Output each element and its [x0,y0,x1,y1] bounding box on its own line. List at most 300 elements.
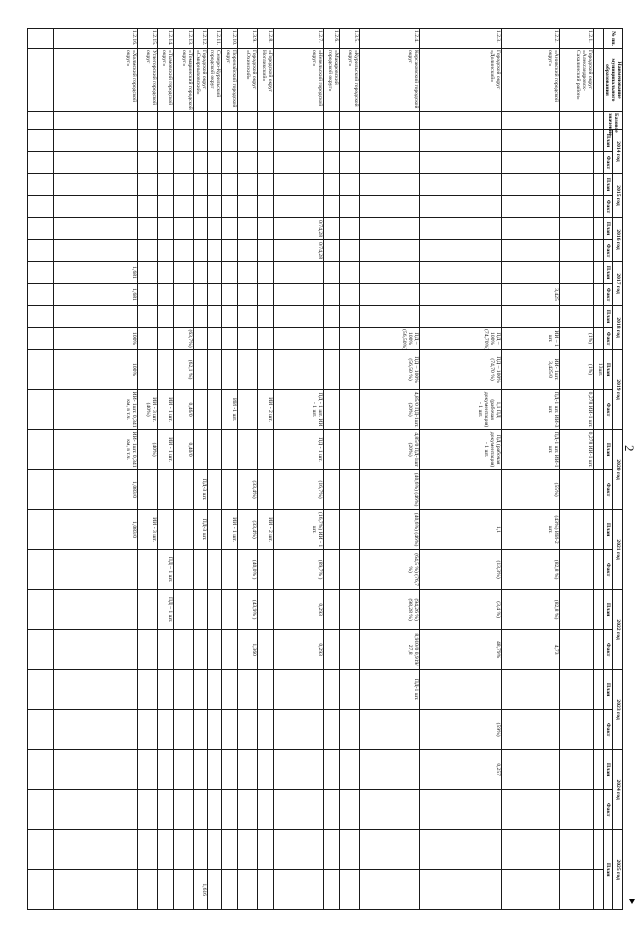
value-cell [137,196,157,218]
value-cell [193,130,207,152]
value-cell [359,196,419,218]
value-cell [157,470,173,510]
value-cell [157,262,173,284]
value-cell [593,430,603,470]
value-cell [339,870,359,910]
header-base: Базовое значение [603,112,622,130]
value-cell [559,470,593,510]
value-cell [173,112,193,130]
value-cell [193,670,207,710]
value-cell: 0,293 [273,590,323,630]
municipality-name: «Холмский городской округ» [53,49,137,112]
value-cell: (59%) [419,710,501,750]
value-cell [207,790,221,830]
value-cell [339,130,359,152]
value-cell [237,152,257,174]
value-cell [359,710,419,750]
value-cell [173,790,193,830]
municipality-name: «Курильский городской округ» [339,49,359,112]
value-cell: (33,4%) [237,470,257,510]
value-cell [559,630,593,670]
value-cell [137,152,157,174]
value-cell: 1,360 [237,630,257,670]
value-cell [157,218,173,240]
value-cell [207,218,221,240]
value-cell [53,174,137,196]
value-cell [339,590,359,630]
value-cell [237,306,257,328]
value-cell: 48,79% [419,630,501,670]
value-cell: ПД - 1 шт. ИИ - 1 шт. [273,390,323,430]
value-cell: ПД-1 шт. ИИ-1 шт. [501,430,559,470]
value-cell: ИИ - 1 шт. [157,430,173,470]
value-cell: 1,083/0 [53,510,137,550]
value-cell [257,284,273,306]
value-cell: (13,3%) [419,550,501,590]
value-cell [501,240,559,262]
value-cell [193,390,207,430]
header-year: 2023 год [613,670,623,750]
value-cell [339,306,359,328]
value-cell [193,350,207,390]
value-cell [339,710,359,750]
value-cell [207,710,221,750]
value-cell [323,710,339,750]
value-cell [221,328,237,350]
value-cell [193,630,207,670]
row-number: 1.2.11. [207,29,221,49]
value-cell: (64,5 %) (76,7 %) [359,550,419,590]
value-cell [27,306,53,328]
value-cell [193,174,207,196]
value-cell: ПД (рабочая документация) - 1 шт. [419,430,501,470]
municipality-name [27,49,53,112]
value-cell [157,328,173,350]
value-cell [323,306,339,328]
value-cell [257,790,273,830]
value-cell [419,240,501,262]
value-cell [27,152,53,174]
value-cell [501,130,559,152]
value-cell: 4,85/0 ПД-1шт (20%) [359,430,419,470]
value-cell [207,196,221,218]
value-cell [257,710,273,750]
table-row [593,29,603,948]
municipality-name: «Тымовский городской округ» [157,49,173,112]
value-cell: 0,40/0 [173,430,193,470]
value-cell [323,112,339,130]
value-cell [501,306,559,328]
value-cell [359,284,419,306]
row-number: 1.2.1. [559,29,593,49]
value-cell [257,670,273,710]
value-cell [137,870,157,910]
table-row [221,29,237,948]
value-cell [173,750,193,790]
value-cell [221,152,237,174]
value-cell: ИИ - 3 шт. (40%) [137,390,157,430]
row-number: 1.2.6. [323,29,339,49]
value-cell [257,430,273,470]
value-cell [501,262,559,284]
value-cell [207,830,221,870]
value-cell [559,218,593,240]
value-cell [207,306,221,328]
value-cell [137,262,157,284]
value-cell [559,590,593,630]
value-cell [53,240,137,262]
value-cell [221,470,237,510]
value-cell: ИИ- 1шт. 0,341 км, в т.ч. [53,390,137,430]
value-cell: 8,910/0 0,919/ 27,8 [359,630,419,670]
value-cell [173,196,193,218]
value-cell [359,240,419,262]
value-cell [173,550,193,590]
row-number: 1.3.9. [237,29,257,49]
value-cell [207,750,221,790]
header-fact: Факт [603,790,613,830]
value-cell [323,550,339,590]
header-plan: План [603,306,613,328]
value-cell [593,218,603,240]
value-cell [339,350,359,390]
header-fact: Факт [603,470,613,510]
municipality-name [593,49,603,112]
value-cell [273,790,323,830]
value-cell: ИИ- 1шт. 0,341 км, в т.ч. [53,430,137,470]
value-cell: 0,257 [419,750,501,790]
value-cell: (63,7%) [173,328,193,350]
row-number: 1.2.14. [157,29,173,49]
value-cell [27,174,53,196]
value-cell [339,240,359,262]
value-cell [157,630,173,670]
value-cell [221,670,237,710]
value-cell [593,510,603,550]
value-cell [323,870,339,910]
municipality-name: Городской округ «Смирныховский» [193,49,207,112]
value-cell [323,510,339,550]
value-cell [359,830,419,870]
value-cell [207,510,221,550]
value-cell: (43,9% ) [237,590,257,630]
value-cell [157,174,173,196]
value-cell: ИИ- 1шт. 3,425/0 [501,350,559,390]
value-cell [559,870,593,910]
value-cell [559,130,593,152]
value-cell [53,306,137,328]
value-cell [339,670,359,710]
header-year: 2020 год [613,430,623,510]
value-cell [237,870,257,910]
value-cell [157,670,173,710]
value-cell [559,284,593,306]
value-cell [27,430,53,470]
value-cell [419,284,501,306]
value-cell [173,510,193,550]
value-cell [137,470,157,510]
value-cell [207,590,221,630]
value-cell [53,790,137,830]
value-cell [193,790,207,830]
value-cell [157,130,173,152]
value-cell [323,390,339,430]
value-cell [137,350,157,390]
value-cell [237,284,257,306]
value-cell [173,174,193,196]
value-cell [559,262,593,284]
value-cell [173,284,193,306]
value-cell: 4,73 [501,630,559,670]
value-cell [221,174,237,196]
table-row [137,29,157,948]
value-cell [207,470,221,510]
value-cell [323,670,339,710]
value-cell: (40%) [137,430,157,470]
value-cell [207,174,221,196]
value-cell: (40,0% ) [237,550,257,590]
value-cell [339,112,359,130]
value-cell [339,196,359,218]
value-cell: (3,4 %) [419,590,501,630]
value-cell [273,196,323,218]
value-cell [207,240,221,262]
value-cell [257,328,273,350]
value-cell [273,174,323,196]
value-cell [53,590,137,630]
value-cell [27,284,53,306]
municipality-name: «Анивский городской округ» [501,49,559,112]
value-cell: ПД-3 шт. [193,510,207,550]
value-cell [27,328,53,350]
value-cell [173,670,193,710]
value-cell [273,328,323,350]
value-cell: 0,278 ИИ-1 шт. [559,430,593,470]
value-cell: 1,083/0 [53,470,137,510]
value-cell: (1%) [559,350,593,390]
municipality-name: «Томаринский городской округ» [173,49,193,112]
value-cell [221,870,237,910]
table-row [419,29,501,948]
value-cell [237,430,257,470]
value-cell [593,174,603,196]
value-cell [501,870,559,910]
value-cell [193,240,207,262]
value-cell [593,870,603,910]
value-cell [137,218,157,240]
value-cell [501,218,559,240]
value-cell [221,306,237,328]
value-cell [593,152,603,174]
value-cell [237,328,257,350]
value-cell [273,130,323,152]
municipality-name: Северо-Курильский городской округ [207,49,221,112]
header-year: 2017 год [613,262,623,306]
value-cell [419,218,501,240]
value-cell [27,790,53,830]
value-cell [27,470,53,510]
municipality-name: Корсаковский городской округ [359,49,419,112]
value-cell [27,350,53,390]
value-cell [501,790,559,830]
value-cell [323,830,339,870]
value-cell [339,430,359,470]
header-year: 2025 год [613,830,623,910]
value-cell [173,470,193,510]
row-number: 1.2.8. [257,29,273,49]
municipality-name: «Городской округ Ногликский» [257,49,273,112]
value-cell [257,590,273,630]
value-cell: ИИ - 1 шт. [157,390,173,430]
value-cell [193,750,207,790]
table-row [339,29,359,948]
row-number [27,29,53,49]
value-cell [339,510,359,550]
value-cell [593,630,603,670]
value-cell [237,830,257,870]
value-cell [501,174,559,196]
value-cell [257,630,273,670]
value-cell [339,550,359,590]
value-cell: 1,1 ПД (рабочая документация) - 1 шт. [419,390,501,430]
table-row [27,29,53,948]
value-cell [559,550,593,590]
value-cell [137,130,157,152]
value-cell [339,262,359,284]
value-cell [27,130,53,152]
header-fact: Факт [603,710,613,750]
value-cell [323,790,339,830]
value-cell [137,710,157,750]
value-cell: 13шт. [593,350,603,390]
value-cell: 1,681 [53,262,137,284]
value-cell: 0,46/0 [173,390,193,430]
value-cell: (40,6%) (46%) [359,510,419,550]
value-cell [193,284,207,306]
value-cell: ИИ - 3 шт. [137,510,157,550]
value-cell [273,284,323,306]
value-cell: (94,26 %) (98,28 %) [359,590,419,630]
value-cell [593,130,603,152]
value-cell [173,630,193,670]
header-plan: План [603,830,613,910]
value-cell [359,790,419,830]
value-cell [593,284,603,306]
value-cell [193,328,207,350]
value-cell [339,470,359,510]
header-plan: План [603,510,613,550]
value-cell [53,670,137,710]
row-number: 1.2.12. [193,29,207,49]
row-number: 1.2.16. [53,29,137,49]
value-cell [339,284,359,306]
value-cell [323,350,339,390]
value-cell [257,870,273,910]
value-cell [501,830,559,870]
value-cell: ИИ -1 шт. [221,390,237,430]
value-cell [257,350,273,390]
value-cell [137,670,157,710]
value-cell [193,306,207,328]
header-name: Наименование муниципального образования [603,49,622,112]
value-cell [339,630,359,670]
value-cell [237,174,257,196]
header-year: 2016 год [613,218,623,262]
header-row-years [613,29,623,948]
value-cell [221,112,237,130]
header-year: 2018 год [613,306,623,350]
value-cell [593,112,603,130]
value-cell [559,112,593,130]
value-cell: ИИ - 2 шт. [257,390,273,430]
value-cell [193,550,207,590]
value-cell [137,240,157,262]
header-plan: План [603,218,613,240]
value-cell [501,152,559,174]
value-cell [157,306,173,328]
value-cell [137,284,157,306]
value-cell [257,112,273,130]
value-cell [207,112,221,130]
value-cell [27,240,53,262]
value-cell: (89,7% ) [273,550,323,590]
value-cell [273,262,323,284]
value-cell [207,350,221,390]
value-cell: ПД-3 шт. [193,470,207,510]
value-cell: 4,85/0 ПД-1шт. (20%) [359,390,419,430]
value-cell: (16,7%) [273,470,323,510]
value-cell [137,590,157,630]
value-cell [173,306,193,328]
header-row-plan-fact [603,29,613,948]
value-cell [173,152,193,174]
value-cell: 0,293 [273,630,323,670]
value-cell [27,196,53,218]
row-number: 1.2.13. [173,29,193,49]
value-cell: 0/74,28 [273,218,323,240]
value-cell [359,262,419,284]
row-number: 1.2.7. [273,29,323,49]
header-plan: План [603,670,613,710]
value-cell [137,174,157,196]
value-cell [339,328,359,350]
table-row [273,29,323,948]
value-cell [257,262,273,284]
header-fact: Факт [603,390,613,430]
header-plan: План [603,350,613,390]
value-cell: ПД – 1 шт. [157,590,173,630]
value-cell [157,196,173,218]
value-cell: 0,278 ИИ-1 шт. [559,390,593,430]
header-fact: Факт [603,284,613,306]
value-cell [257,152,273,174]
value-cell: (82,8 %) [501,550,559,590]
table-row [559,29,593,948]
value-cell [593,262,603,284]
value-cell [323,152,339,174]
value-cell [501,670,559,710]
value-cell [137,750,157,790]
row-number: 1.2.10. [221,29,237,49]
municipality-name: Городской округ «Охинский» [237,49,257,112]
value-cell [53,710,137,750]
value-cell [173,830,193,870]
value-cell [27,830,53,870]
row-number [593,29,603,49]
value-cell [257,470,273,510]
value-cell [419,262,501,284]
value-cell: 100% [53,328,137,350]
